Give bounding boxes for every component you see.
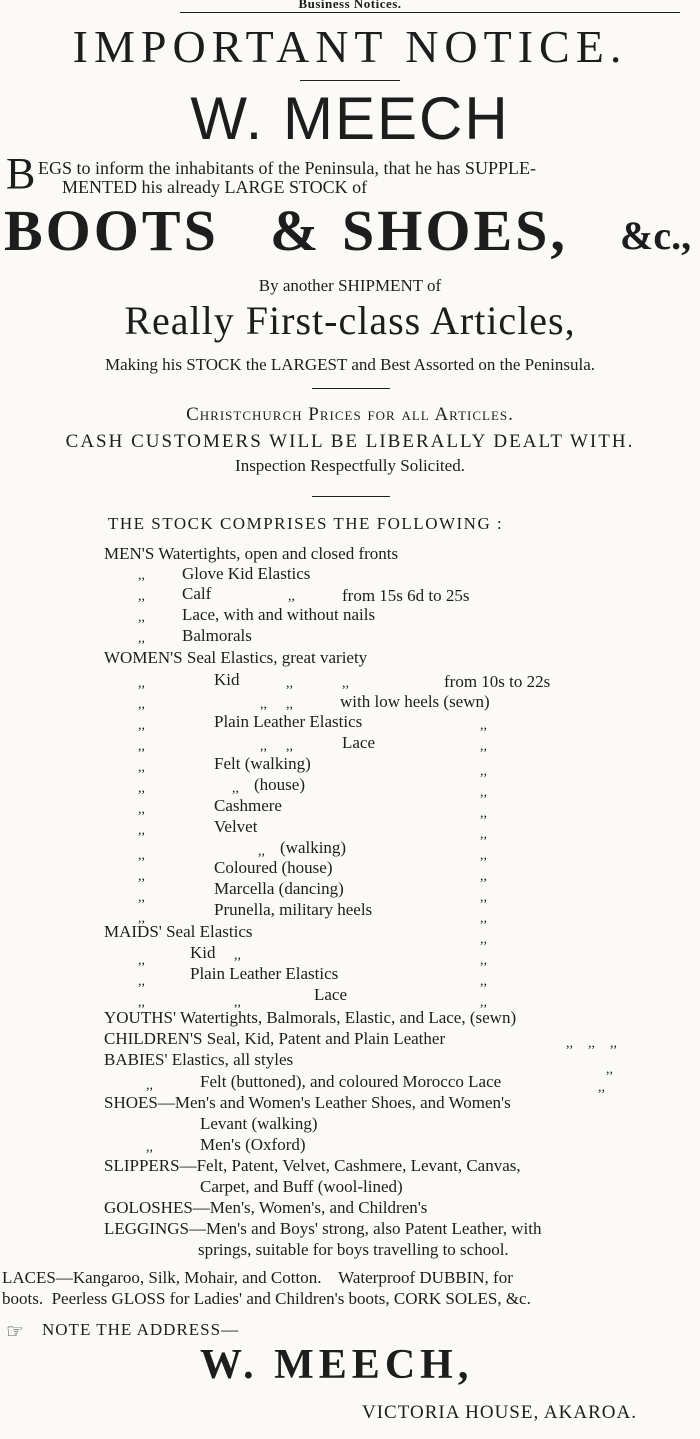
making-stock-largest: Making his STOCK the LARGEST and Best Assorted on the Peninsula. [104, 355, 595, 374]
laces-line-2: boots. Peerless GLOSS for Ladies' and Children's boots, CORK SOLES, &c. [2, 1289, 531, 1308]
ditto-mark: ,, [138, 974, 145, 989]
stock-line: springs, suitable for boys travelling to school. [198, 1240, 509, 1259]
stock-line: Lace, with and without nails [182, 605, 376, 624]
ditto-mark: ,, [480, 995, 487, 1010]
stock-line: WOMEN'S Seal Elastics, great variety [104, 648, 368, 667]
stock-line: Plain Leather Elastics [190, 964, 339, 983]
stock-line: Carpet, and Buff (wool-lined) [200, 1177, 403, 1196]
stock-line: Calf [182, 584, 212, 603]
stock-line: (walking) [280, 838, 347, 857]
footer-merchant-name: W. MEECH, [200, 1342, 474, 1388]
ditto-mark: ,, [234, 948, 241, 963]
ditto-mark: ,, [588, 1036, 595, 1051]
ditto-mark: ,, [260, 739, 267, 754]
ditto-mark: ,, [342, 676, 349, 691]
stock-line: SHOES—Men's and Women's Leather Shoes, and Women's [104, 1093, 511, 1112]
stock-line: MAIDS' Seal Elastics [104, 922, 253, 941]
stock-line: YOUTHS' Watertights, Balmorals, Elastic, and Lace, (sewn) [104, 1008, 517, 1027]
pointing-hand-icon: ☞ [6, 1321, 24, 1343]
stock-line: Coloured (house) [214, 858, 333, 877]
stock-line: with low heels (sewn) [340, 692, 490, 711]
ditto-mark: ,, [480, 739, 487, 754]
title-boots: BOOTS [4, 198, 219, 263]
stock-line: Felt (buttoned), and coloured Morocco Lace [200, 1072, 502, 1091]
ditto-mark: ,, [138, 869, 145, 884]
stock-line: LEGGINGS—Men's and Boys' strong, also Patent Leather, with [104, 1219, 542, 1238]
ditto-mark: ,, [138, 995, 145, 1010]
ditto-mark: ,, [480, 953, 487, 968]
ditto-mark: ,, [480, 974, 487, 989]
header-rule [180, 12, 680, 13]
stock-line: Plain Leather Elastics [214, 712, 363, 731]
ditto-mark: ,, [138, 589, 145, 604]
section-header: Business Notices. [298, 0, 402, 11]
ditto-mark: ,, [138, 676, 145, 691]
ditto-mark: ,, [138, 568, 145, 583]
stock-line: (house) [254, 775, 305, 794]
note-the-address: NOTE THE ADDRESS— [42, 1320, 240, 1339]
stock-line: SLIPPERS—Felt, Patent, Velvet, Cashmere, Levant, Canvas, [104, 1156, 521, 1175]
ditto-mark: ,, [138, 718, 145, 733]
inspection: Inspection Respectfully Solicited. [235, 456, 465, 475]
by-another-shipment: By another SHIPMENT of [258, 276, 442, 295]
ditto-mark: ,, [234, 995, 241, 1010]
laces-line-1: LACES—Kangaroo, Silk, Mohair, and Cotton. Waterproof DUBBIN, for [2, 1268, 513, 1287]
ditto-mark: ,, [138, 697, 145, 712]
stock-line: MEN'S Watertights, open and closed fronts [104, 544, 399, 563]
ditto-mark: ,, [138, 739, 145, 754]
stock-line: Felt (walking) [214, 754, 311, 773]
ditto-mark: ,, [480, 890, 487, 905]
ditto-mark: ,, [480, 932, 487, 947]
title-shoes: SHOES, [342, 198, 568, 263]
title-etc: &c., [620, 213, 692, 258]
ditto-mark: ,, [480, 911, 487, 926]
footer-address: VICTORIA HOUSE, AKAROA. [362, 1402, 637, 1423]
ditto-mark: ,, [138, 911, 145, 926]
stock-line: Balmorals [182, 626, 252, 645]
stock-line: from 15s 6d to 25s [342, 586, 470, 605]
intro-line-1: EGS to inform the inhabitants of the Peninsula, that he has SUPPLE- [38, 158, 536, 178]
ditto-mark: ,, [480, 785, 487, 800]
ditto-mark: ,, [138, 610, 145, 625]
stock-line: Lace [314, 985, 348, 1004]
stock-line: Men's (Oxford) [200, 1135, 306, 1154]
stock-line: Kid [214, 670, 240, 689]
ditto-mark: ,, [480, 827, 487, 842]
ditto-mark: ,, [610, 1036, 617, 1051]
ditto-mark: ,, [138, 848, 145, 863]
ditto-mark: ,, [286, 676, 293, 691]
ditto-mark: ,, [606, 1062, 613, 1077]
stock-line: BABIES' Elastics, all styles [104, 1050, 294, 1069]
merchant-name: W. MEECH [190, 85, 510, 152]
ditto-mark: ,, [138, 802, 145, 817]
ditto-mark: ,, [138, 781, 145, 796]
ditto-mark: ,, [138, 760, 145, 775]
ditto-mark: ,, [480, 806, 487, 821]
really-first-class: Really First-class Articles, [124, 298, 576, 343]
ditto-mark: ,, [146, 1140, 153, 1155]
stock-line: Lace [342, 733, 376, 752]
ditto-mark: ,, [286, 739, 293, 754]
cash-customers: CASH CUSTOMERS WILL BE LIBERALLY DEALT WITH. [65, 431, 635, 452]
title-ampersand: & [270, 198, 319, 263]
stock-line: from 10s to 22s [444, 672, 551, 691]
ditto-mark: ,, [146, 1078, 153, 1093]
stock-line: Marcella (dancing) [214, 879, 344, 898]
stock-line: Prunella, military heels [214, 900, 373, 919]
ditto-mark: ,, [260, 697, 267, 712]
ditto-mark: ,, [566, 1036, 573, 1051]
stock-line: Kid [190, 943, 216, 962]
rule-3 [312, 496, 390, 497]
ditto-mark: ,, [138, 953, 145, 968]
stock-line: Velvet [214, 817, 258, 836]
stock-line: CHILDREN'S Seal, Kid, Patent and Plain Leather [104, 1029, 446, 1048]
rule-2 [312, 388, 390, 389]
stock-line: Cashmere [214, 796, 282, 815]
ditto-mark: ,, [480, 718, 487, 733]
rule-1 [300, 80, 400, 81]
ditto-mark: ,, [480, 764, 487, 779]
stock-line: Glove Kid Elastics [182, 564, 311, 583]
ditto-mark: ,, [258, 844, 265, 859]
intro-dropcap: B [6, 149, 36, 198]
intro-line-2: MENTED his already LARGE STOCK of [62, 177, 368, 197]
ditto-mark: ,, [138, 823, 145, 838]
ditto-mark: ,, [480, 869, 487, 884]
stock-line: GOLOSHES—Men's, Women's, and Children's [104, 1198, 428, 1217]
ditto-mark: ,, [232, 781, 239, 796]
ditto-mark: ,, [288, 589, 295, 604]
stock-heading: THE STOCK COMPRISES THE FOLLOWING : [108, 514, 504, 533]
ditto-mark: ,, [480, 848, 487, 863]
headline: IMPORTANT NOTICE. [72, 21, 628, 72]
ditto-mark: ,, [598, 1080, 605, 1095]
ditto-mark: ,, [286, 697, 293, 712]
ditto-mark: ,, [138, 631, 145, 646]
ditto-mark: ,, [138, 890, 145, 905]
christchurch-prices: Christchurch Prices for all Articles. [186, 404, 514, 425]
stock-line: Levant (walking) [200, 1114, 318, 1133]
